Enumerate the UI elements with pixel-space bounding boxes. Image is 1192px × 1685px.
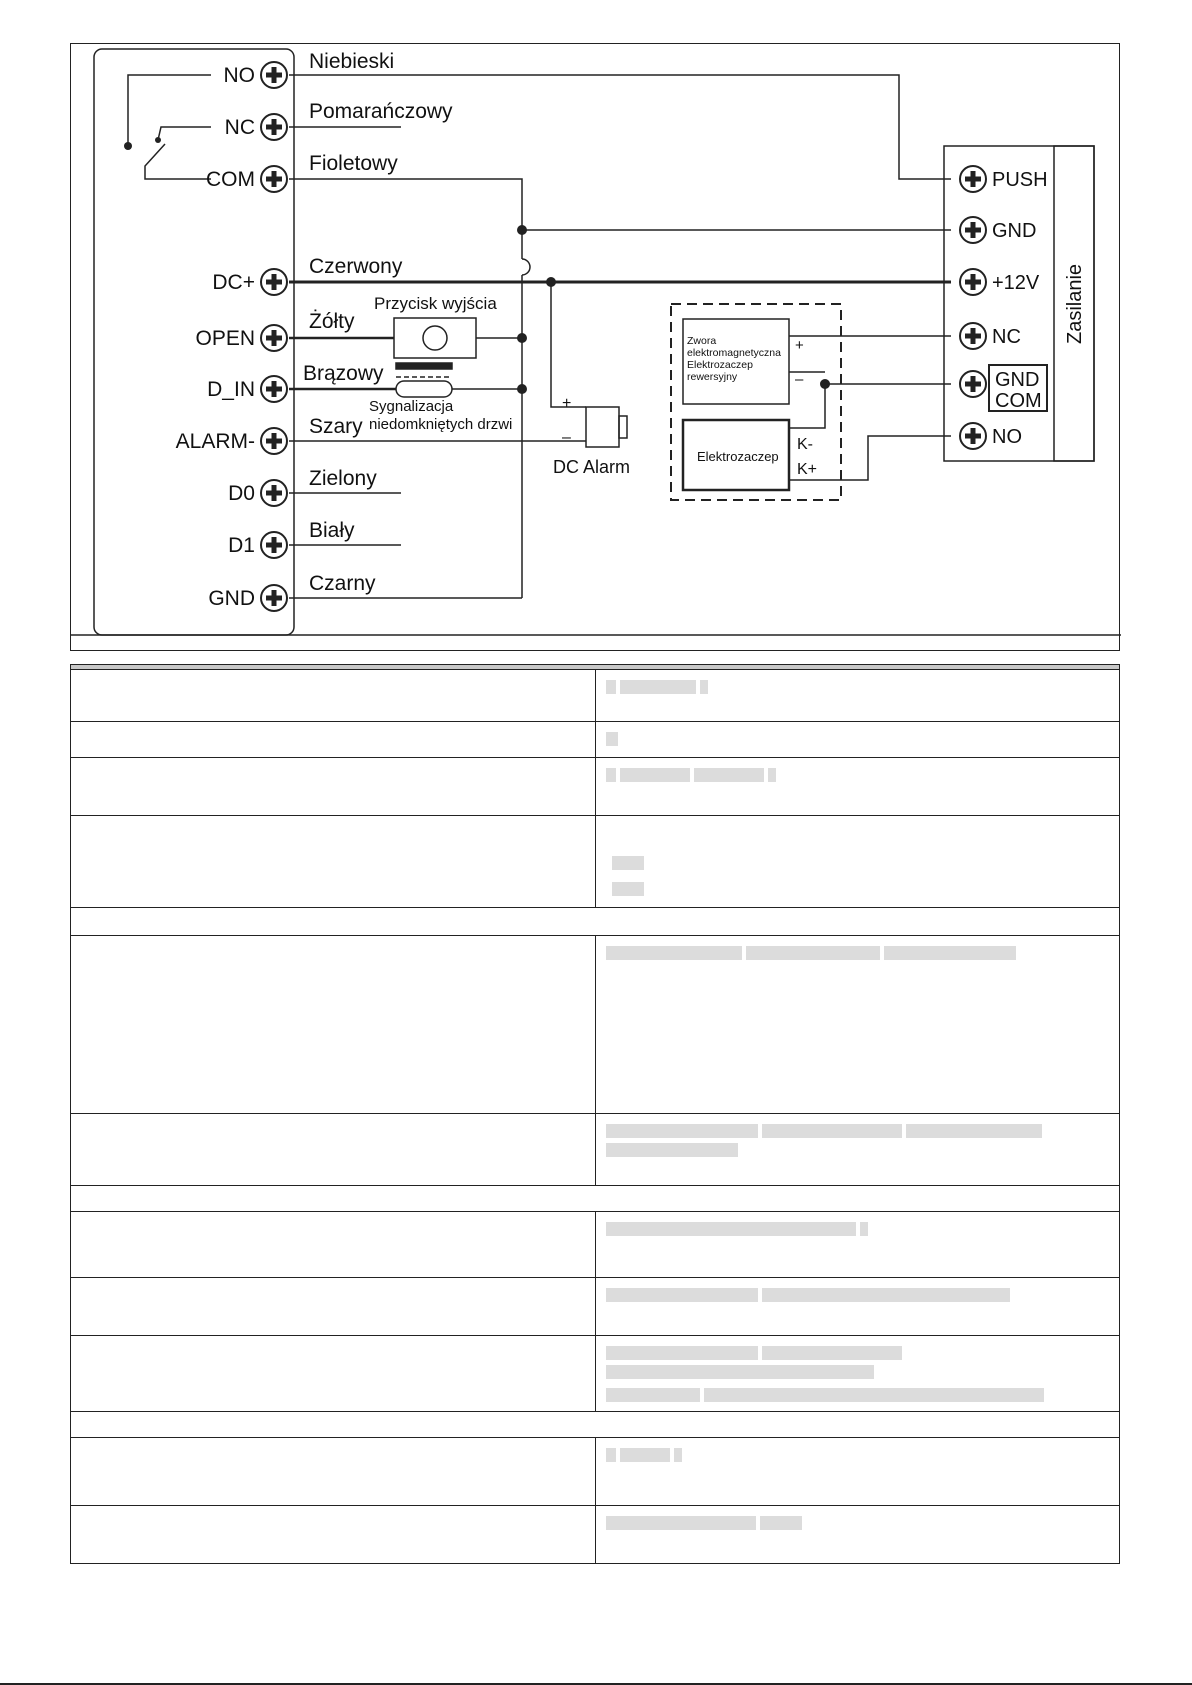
redacted-text-bar bbox=[762, 1124, 902, 1138]
wire-strike-kminus bbox=[789, 384, 825, 428]
table-cell bbox=[71, 816, 596, 908]
redacted-text-bar bbox=[674, 1448, 682, 1462]
redacted-text-bar bbox=[700, 680, 708, 694]
terminal-label: NC bbox=[224, 116, 255, 139]
alarm-minus-label: – bbox=[562, 429, 571, 446]
redacted-text-bar bbox=[606, 1448, 616, 1462]
wiring-diagram bbox=[70, 43, 1120, 651]
wiring-diagram-svg bbox=[71, 44, 1121, 652]
junction-dot bbox=[546, 277, 556, 287]
strike-kminus-label: K- bbox=[797, 436, 813, 453]
redacted-text-bar bbox=[760, 1516, 802, 1530]
exit-button-body bbox=[394, 318, 476, 358]
relay-nc-line bbox=[158, 127, 211, 140]
strike-label: Elektrozaczep bbox=[697, 449, 779, 464]
wire-color-label: Pomarańczowy bbox=[309, 100, 453, 123]
table-cell bbox=[595, 936, 1120, 1114]
table-row bbox=[71, 1506, 1120, 1564]
table-row bbox=[71, 670, 1120, 722]
screw-terminal-icon bbox=[261, 269, 287, 295]
table-row bbox=[71, 758, 1120, 816]
alarm-body bbox=[586, 407, 619, 447]
psu-title: Zasilanie bbox=[1064, 263, 1086, 344]
wire-color-label: Biały bbox=[309, 519, 355, 542]
psu-terminal-label: NO bbox=[992, 426, 1022, 448]
table-cell bbox=[71, 1412, 1120, 1438]
table-cell bbox=[612, 834, 1110, 870]
psu-terminal-label: PUSH bbox=[992, 169, 1048, 191]
redacted-text-bar bbox=[906, 1124, 1042, 1138]
table-row bbox=[71, 1212, 1120, 1278]
table-cell bbox=[595, 1212, 1120, 1278]
junction-dot bbox=[820, 379, 830, 389]
relay-no-line bbox=[128, 75, 211, 146]
screw-terminal-icon bbox=[261, 325, 287, 351]
table-cell bbox=[595, 1336, 1120, 1412]
screw-terminal-icon bbox=[960, 269, 986, 295]
redacted-text-bar bbox=[620, 1448, 670, 1462]
junction-dot bbox=[517, 225, 527, 235]
diagram-shape bbox=[155, 137, 161, 143]
redacted-text-bar bbox=[606, 1288, 758, 1302]
table-cell bbox=[595, 1506, 1120, 1564]
table-row bbox=[71, 1336, 1120, 1412]
exit-button-label: Przycisk wyjścia bbox=[374, 294, 497, 313]
redacted-text-bar bbox=[606, 946, 742, 960]
junction-dot bbox=[517, 333, 527, 343]
wire-color-label: Czarny bbox=[309, 572, 376, 595]
alarm-plus-label: + bbox=[562, 395, 572, 412]
strike-kplus-label: K+ bbox=[797, 461, 818, 478]
table-cell bbox=[595, 816, 1120, 908]
table-cell bbox=[71, 722, 596, 758]
screw-terminal-icon bbox=[960, 371, 986, 397]
maglock-minus-label: – bbox=[795, 371, 804, 388]
wire-color-label: Zielony bbox=[309, 467, 377, 490]
redacted-text-bar bbox=[606, 1124, 758, 1138]
table-cell bbox=[71, 1114, 596, 1186]
table-cell bbox=[595, 670, 1120, 722]
door-reed-switch bbox=[396, 381, 452, 397]
redacted-text-bar bbox=[620, 680, 696, 694]
screw-terminal-icon bbox=[261, 114, 287, 140]
junction-dot bbox=[517, 384, 527, 394]
terminal-label: ALARM- bbox=[175, 430, 255, 453]
controller-screws bbox=[261, 62, 287, 611]
psu-terminal-label: +12V bbox=[992, 272, 1040, 294]
screw-terminal-icon bbox=[960, 323, 986, 349]
redacted-text-bar bbox=[606, 1346, 758, 1360]
redacted-text-bar bbox=[612, 882, 644, 896]
section-row bbox=[71, 908, 1120, 936]
table-cell bbox=[71, 670, 596, 722]
wire-color-label: Niebieski bbox=[309, 50, 395, 73]
terminal-label: COM bbox=[206, 168, 255, 191]
table-cell bbox=[595, 1278, 1120, 1336]
wire-color-label: Żółty bbox=[309, 310, 355, 333]
wire-com bbox=[289, 179, 522, 259]
screw-terminal-icon bbox=[261, 166, 287, 192]
table-cell bbox=[71, 758, 596, 816]
redacted-text-bar bbox=[606, 1516, 756, 1530]
diagram-shape bbox=[124, 142, 132, 150]
table-cell bbox=[595, 1114, 1120, 1186]
table-row bbox=[71, 816, 1120, 908]
redacted-text-bar bbox=[606, 732, 618, 746]
psu-terminal-label: COM bbox=[995, 390, 1042, 412]
wire-color-label: Fioletowy bbox=[309, 152, 398, 175]
redacted-text-bar bbox=[762, 1346, 902, 1360]
table-cell bbox=[595, 1438, 1120, 1506]
alarm-horn bbox=[619, 416, 627, 438]
redacted-text-bar bbox=[694, 768, 764, 782]
screw-terminal-icon bbox=[261, 480, 287, 506]
table-cell bbox=[71, 1278, 596, 1336]
terminal-label: D_IN bbox=[207, 378, 255, 401]
screw-terminal-icon bbox=[960, 217, 986, 243]
redacted-text-bar bbox=[762, 1288, 1010, 1302]
section-row bbox=[71, 1412, 1120, 1438]
screw-terminal-icon bbox=[261, 62, 287, 88]
table-cell bbox=[71, 1186, 1120, 1212]
wire-alarm-plus bbox=[551, 282, 586, 407]
screw-terminal-icon bbox=[261, 585, 287, 611]
wire-color-label: Szary bbox=[309, 415, 363, 438]
maglock-label: Elektrozaczep bbox=[687, 359, 753, 371]
terminal-label: NO bbox=[223, 64, 255, 87]
maglock-label: elektromagnetyczna bbox=[687, 347, 781, 359]
table-cell bbox=[612, 880, 1110, 899]
redacted-text-bar bbox=[606, 1143, 738, 1157]
redacted-text-bar bbox=[606, 1365, 874, 1379]
redacted-text-bar bbox=[620, 768, 690, 782]
section-row bbox=[71, 1186, 1120, 1212]
table-row bbox=[71, 722, 1120, 758]
terminal-label: GND bbox=[208, 587, 255, 610]
table-cell bbox=[71, 936, 596, 1114]
wire-color-label: Brązowy bbox=[303, 362, 384, 385]
wire-crossover bbox=[522, 259, 530, 275]
terminal-label: DC+ bbox=[212, 271, 255, 294]
screw-terminal-icon bbox=[261, 532, 287, 558]
table-cell bbox=[595, 722, 1120, 758]
table-cell bbox=[71, 1212, 596, 1278]
redacted-text-bar bbox=[606, 1222, 856, 1236]
table-cell bbox=[71, 1336, 596, 1412]
psu-screws bbox=[960, 166, 986, 449]
screw-terminal-icon bbox=[960, 166, 986, 192]
screw-terminal-icon bbox=[261, 428, 287, 454]
redacted-text-bar bbox=[884, 946, 1016, 960]
exit-button-knob bbox=[423, 326, 447, 350]
door-magnet bbox=[396, 363, 452, 369]
terminal-label: D1 bbox=[228, 534, 255, 557]
redacted-text-bar bbox=[606, 1388, 700, 1402]
screw-terminal-icon bbox=[960, 423, 986, 449]
table-cell bbox=[71, 1506, 596, 1564]
terminal-label: OPEN bbox=[195, 327, 255, 350]
door-sensor-label: niedomkniętych drzwi bbox=[369, 416, 513, 433]
redacted-text-bar bbox=[606, 680, 616, 694]
specifications-table bbox=[70, 664, 1120, 1564]
maglock-label: rewersyjny bbox=[687, 371, 738, 383]
alarm-label: DC Alarm bbox=[553, 457, 631, 477]
redacted-text-bar bbox=[860, 1222, 868, 1236]
table-cell bbox=[71, 1438, 596, 1506]
table-cell bbox=[595, 758, 1120, 816]
terminal-label: D0 bbox=[228, 482, 255, 505]
redacted-text-bar bbox=[612, 856, 644, 870]
redacted-text-bar bbox=[606, 768, 616, 782]
door-sensor-label: Sygnalizacja bbox=[369, 398, 454, 415]
psu-terminal-label: GND bbox=[992, 220, 1037, 242]
wire-color-label: Czerwony bbox=[309, 255, 403, 278]
table-row bbox=[71, 1114, 1120, 1186]
maglock-label: Zwora bbox=[687, 335, 717, 347]
maglock-plus-label: + bbox=[795, 337, 804, 354]
psu-terminal-label: NC bbox=[992, 326, 1021, 348]
redacted-text-bar bbox=[746, 946, 880, 960]
table-row bbox=[71, 1278, 1120, 1336]
redacted-text-bar bbox=[768, 768, 776, 782]
psu-terminal-label: GND bbox=[995, 369, 1040, 391]
redacted-text-bar bbox=[704, 1388, 1044, 1402]
table-row bbox=[71, 936, 1120, 1114]
relay-com-line bbox=[145, 144, 211, 179]
screw-terminal-icon bbox=[261, 376, 287, 402]
table-cell bbox=[71, 908, 1120, 936]
table-row bbox=[71, 1438, 1120, 1506]
